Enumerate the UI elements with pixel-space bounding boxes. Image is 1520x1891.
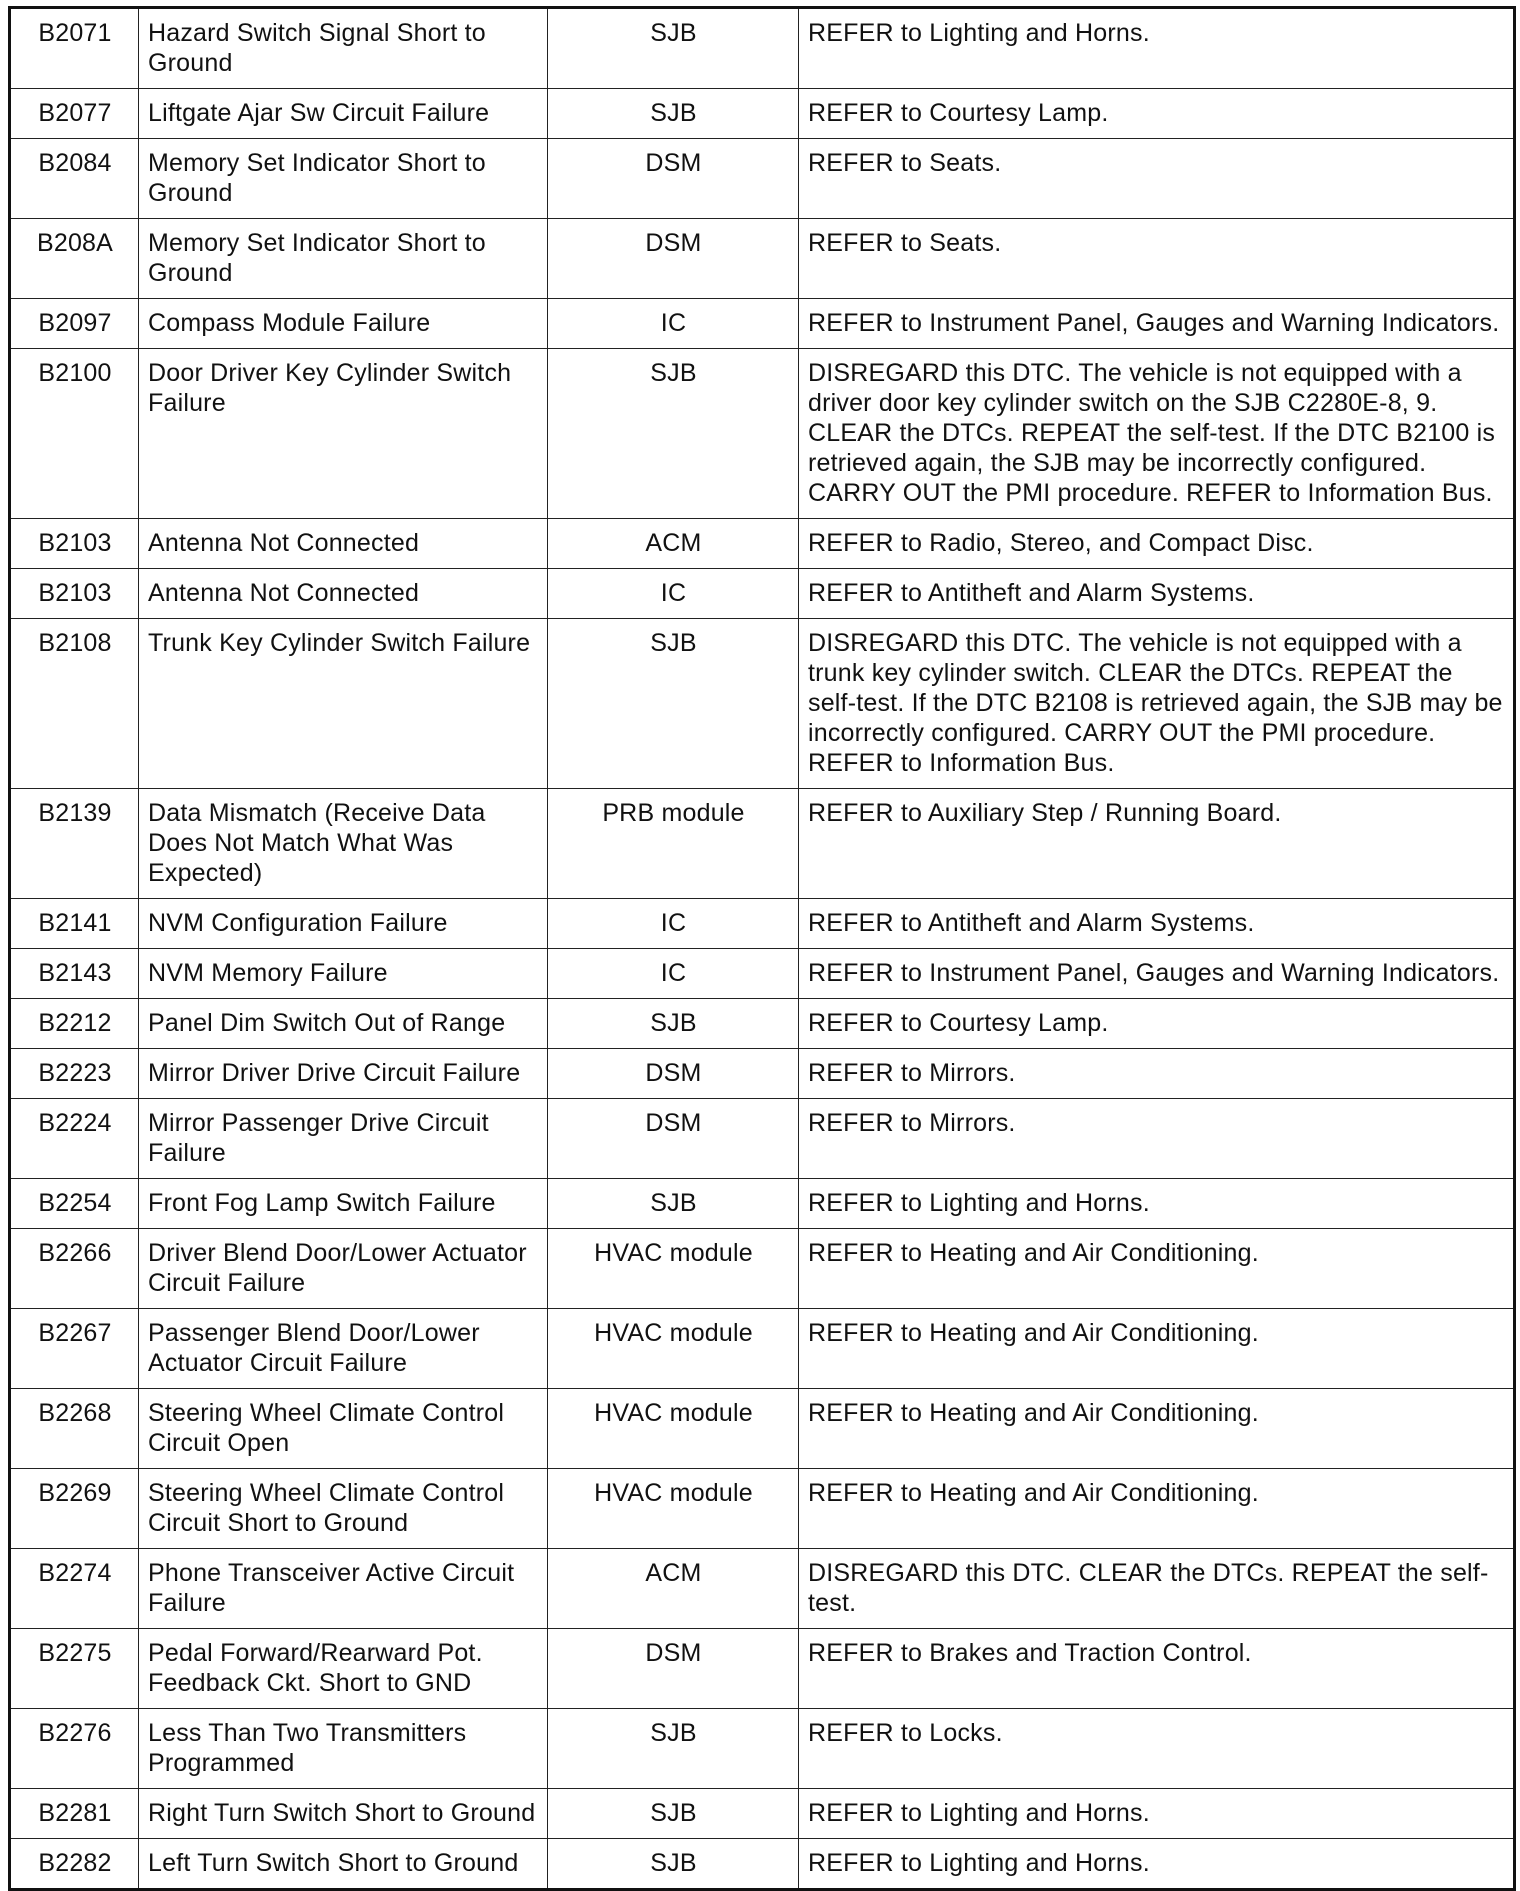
dtc-module-cell: DSM (548, 219, 799, 299)
dtc-action-cell: REFER to Mirrors. (799, 1049, 1515, 1099)
table-row (10, 89, 1515, 139)
dtc-action-cell: REFER to Antitheft and Alarm Systems. (799, 569, 1515, 619)
dtc-code-cell: B2212 (10, 999, 139, 1049)
dtc-description-cell: Data Mismatch (Receive Data Does Not Match What Was Expected) (139, 789, 548, 899)
dtc-action-cell: REFER to Antitheft and Alarm Systems. (799, 899, 1515, 949)
dtc-description-cell: Steering Wheel Climate Control Circuit Short to Ground (139, 1469, 548, 1549)
dtc-module-cell: SJB (548, 619, 799, 789)
dtc-description-cell: Door Driver Key Cylinder Switch Failure (139, 349, 548, 519)
dtc-action-cell: REFER to Instrument Panel, Gauges and Warning Indicators. (799, 299, 1515, 349)
dtc-module-cell: ACM (548, 519, 799, 569)
table-row (10, 899, 1515, 949)
dtc-description-cell: Steering Wheel Climate Control Circuit Open (139, 1389, 548, 1469)
dtc-code-cell: B2077 (10, 89, 139, 139)
dtc-action-cell: REFER to Heating and Air Conditioning. (799, 1389, 1515, 1469)
dtc-description-cell: Compass Module Failure (139, 299, 548, 349)
table-row (10, 1049, 1515, 1099)
table-row (10, 219, 1515, 299)
table-row (10, 1469, 1515, 1549)
dtc-table-page (8, 6, 1513, 1891)
dtc-action-cell: DISREGARD this DTC. The vehicle is not equipped with a trunk key cylinder switch. CLEAR the DTCs. REPEAT the self-test. If the DTC B2108 is retrieved again, the SJB may be incorrectly configured. CARRY OUT the PMI procedure. REFER to Information Bus. (799, 619, 1515, 789)
dtc-code-cell: B2071 (10, 8, 139, 89)
table-row (10, 8, 1515, 89)
dtc-description-cell: Right Turn Switch Short to Ground (139, 1789, 548, 1839)
dtc-module-cell: SJB (548, 1179, 799, 1229)
dtc-module-cell: DSM (548, 1049, 799, 1099)
dtc-description-cell: Memory Set Indicator Short to Ground (139, 219, 548, 299)
dtc-code-cell: B2281 (10, 1789, 139, 1839)
dtc-action-cell: REFER to Heating and Air Conditioning. (799, 1469, 1515, 1549)
dtc-module-cell: SJB (548, 1709, 799, 1789)
dtc-code-cell: B2103 (10, 569, 139, 619)
dtc-action-cell: REFER to Seats. (799, 139, 1515, 219)
dtc-action-cell: DISREGARD this DTC. CLEAR the DTCs. REPEAT the self-test. (799, 1549, 1515, 1629)
dtc-description-cell: Passenger Blend Door/Lower Actuator Circuit Failure (139, 1309, 548, 1389)
dtc-description-cell: Hazard Switch Signal Short to Ground (139, 8, 548, 89)
dtc-code-cell: B2100 (10, 349, 139, 519)
dtc-action-cell: REFER to Lighting and Horns. (799, 1839, 1515, 1890)
table-row (10, 139, 1515, 219)
dtc-code-cell: B2266 (10, 1229, 139, 1309)
dtc-description-cell: Antenna Not Connected (139, 569, 548, 619)
table-row (10, 1709, 1515, 1789)
dtc-description-cell: Mirror Passenger Drive Circuit Failure (139, 1099, 548, 1179)
dtc-code-cell: B2275 (10, 1629, 139, 1709)
dtc-action-cell: REFER to Courtesy Lamp. (799, 89, 1515, 139)
dtc-action-cell: REFER to Lighting and Horns. (799, 1789, 1515, 1839)
dtc-module-cell: IC (548, 569, 799, 619)
dtc-code-cell: B2097 (10, 299, 139, 349)
table-row (10, 949, 1515, 999)
dtc-description-cell: NVM Memory Failure (139, 949, 548, 999)
dtc-code-cell: B2282 (10, 1839, 139, 1890)
dtc-code-cell: B2139 (10, 789, 139, 899)
dtc-module-cell: SJB (548, 349, 799, 519)
table-row (10, 1389, 1515, 1469)
dtc-table (8, 6, 1516, 1891)
dtc-module-cell: DSM (548, 1629, 799, 1709)
dtc-description-cell: Trunk Key Cylinder Switch Failure (139, 619, 548, 789)
dtc-description-cell: NVM Configuration Failure (139, 899, 548, 949)
dtc-module-cell: DSM (548, 1099, 799, 1179)
table-row (10, 619, 1515, 789)
dtc-action-cell: DISREGARD this DTC. The vehicle is not equipped with a driver door key cylinder switch on the SJB C2280E-8, 9. CLEAR the DTCs. REPEAT the self-test. If the DTC B2100 is retrieved again, the SJB may be incorrectly configured. CARRY OUT the PMI procedure. REFER to Information Bus. (799, 349, 1515, 519)
dtc-action-cell: REFER to Instrument Panel, Gauges and Warning Indicators. (799, 949, 1515, 999)
dtc-module-cell: ACM (548, 1549, 799, 1629)
dtc-code-cell: B2224 (10, 1099, 139, 1179)
table-row (10, 1309, 1515, 1389)
dtc-action-cell: REFER to Mirrors. (799, 1099, 1515, 1179)
dtc-description-cell: Front Fog Lamp Switch Failure (139, 1179, 548, 1229)
dtc-module-cell: SJB (548, 1789, 799, 1839)
table-row (10, 1099, 1515, 1179)
table-row (10, 1629, 1515, 1709)
table-row (10, 569, 1515, 619)
dtc-module-cell: PRB module (548, 789, 799, 899)
dtc-action-cell: REFER to Locks. (799, 1709, 1515, 1789)
table-row (10, 1179, 1515, 1229)
dtc-description-cell: Panel Dim Switch Out of Range (139, 999, 548, 1049)
table-row (10, 1839, 1515, 1890)
dtc-description-cell: Antenna Not Connected (139, 519, 548, 569)
dtc-code-cell: B2274 (10, 1549, 139, 1629)
table-row (10, 789, 1515, 899)
dtc-code-cell: B2276 (10, 1709, 139, 1789)
dtc-module-cell: IC (548, 949, 799, 999)
dtc-action-cell: REFER to Courtesy Lamp. (799, 999, 1515, 1049)
dtc-module-cell: IC (548, 899, 799, 949)
dtc-code-cell: B2141 (10, 899, 139, 949)
dtc-code-cell: B2108 (10, 619, 139, 789)
dtc-action-cell: REFER to Radio, Stereo, and Compact Disc. (799, 519, 1515, 569)
dtc-action-cell: REFER to Brakes and Traction Control. (799, 1629, 1515, 1709)
dtc-description-cell: Left Turn Switch Short to Ground (139, 1839, 548, 1890)
dtc-code-cell: B2268 (10, 1389, 139, 1469)
table-row (10, 349, 1515, 519)
dtc-code-cell: B2143 (10, 949, 139, 999)
dtc-description-cell: Memory Set Indicator Short to Ground (139, 139, 548, 219)
table-row (10, 1789, 1515, 1839)
dtc-code-cell: B2223 (10, 1049, 139, 1099)
dtc-action-cell: REFER to Heating and Air Conditioning. (799, 1309, 1515, 1389)
dtc-code-cell: B2267 (10, 1309, 139, 1389)
dtc-module-cell: DSM (548, 139, 799, 219)
table-row (10, 1549, 1515, 1629)
table-row (10, 1229, 1515, 1309)
dtc-module-cell: IC (548, 299, 799, 349)
dtc-code-cell: B2269 (10, 1469, 139, 1549)
dtc-module-cell: HVAC module (548, 1309, 799, 1389)
table-row (10, 999, 1515, 1049)
dtc-module-cell: HVAC module (548, 1389, 799, 1469)
dtc-module-cell: HVAC module (548, 1469, 799, 1549)
dtc-module-cell: HVAC module (548, 1229, 799, 1309)
dtc-module-cell: SJB (548, 89, 799, 139)
dtc-description-cell: Mirror Driver Drive Circuit Failure (139, 1049, 548, 1099)
dtc-code-cell: B208A (10, 219, 139, 299)
dtc-action-cell: REFER to Auxiliary Step / Running Board. (799, 789, 1515, 899)
dtc-action-cell: REFER to Seats. (799, 219, 1515, 299)
dtc-description-cell: Driver Blend Door/Lower Actuator Circuit Failure (139, 1229, 548, 1309)
dtc-table-body (10, 8, 1515, 1890)
dtc-action-cell: REFER to Heating and Air Conditioning. (799, 1229, 1515, 1309)
dtc-module-cell: SJB (548, 8, 799, 89)
dtc-module-cell: SJB (548, 999, 799, 1049)
dtc-code-cell: B2103 (10, 519, 139, 569)
dtc-description-cell: Liftgate Ajar Sw Circuit Failure (139, 89, 548, 139)
table-row (10, 299, 1515, 349)
dtc-description-cell: Pedal Forward/Rearward Pot. Feedback Ckt. Short to GND (139, 1629, 548, 1709)
dtc-code-cell: B2084 (10, 139, 139, 219)
dtc-code-cell: B2254 (10, 1179, 139, 1229)
dtc-action-cell: REFER to Lighting and Horns. (799, 1179, 1515, 1229)
dtc-description-cell: Phone Transceiver Active Circuit Failure (139, 1549, 548, 1629)
dtc-action-cell: REFER to Lighting and Horns. (799, 8, 1515, 89)
dtc-description-cell: Less Than Two Transmitters Programmed (139, 1709, 548, 1789)
table-row (10, 519, 1515, 569)
dtc-module-cell: SJB (548, 1839, 799, 1890)
